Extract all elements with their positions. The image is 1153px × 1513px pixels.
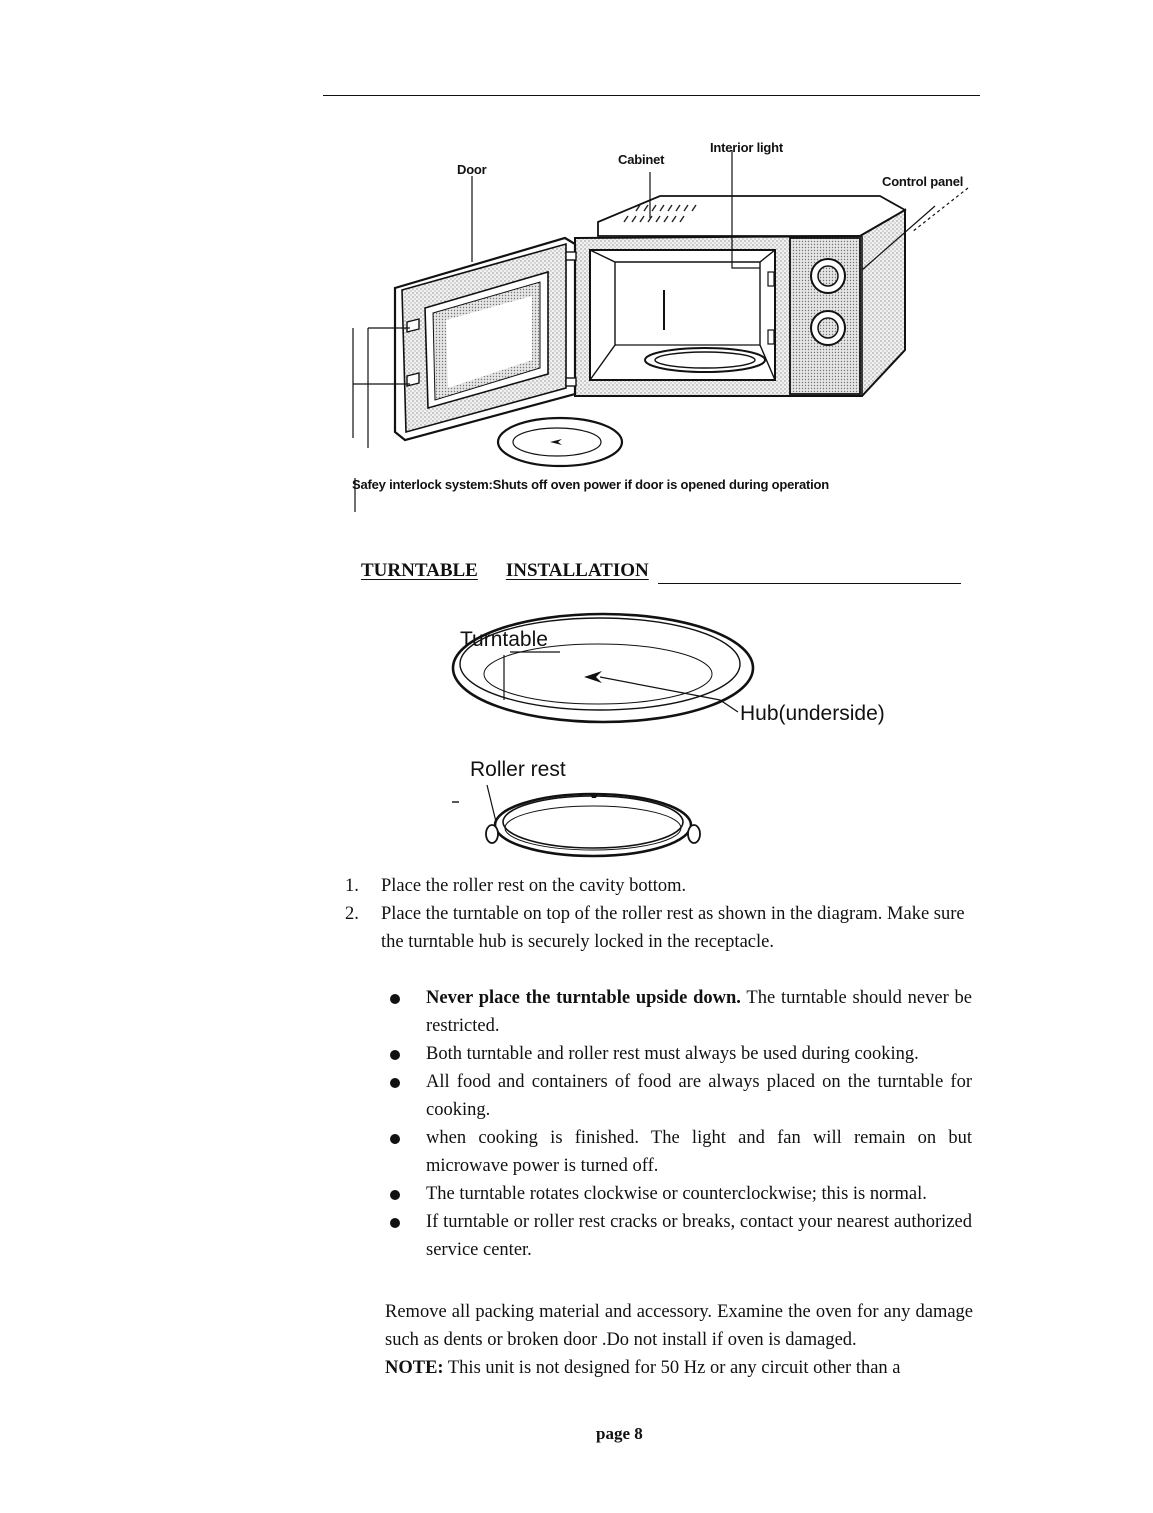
bullet-text: Both turntable and roller rest must always be used during cooking. [426,1044,919,1064]
step-item [345,872,975,900]
unpacking-paragraph [385,1298,973,1382]
safety-interlock-caption: Safey interlock system:Shuts off oven power if door is opened during operation [352,477,830,492]
step-text: Place the roller rest on the cavity bottom. [381,876,687,896]
hub-label: Hub(underside) [740,702,885,725]
bullet-text: All food and containers of food are always placed on the turntable for cooking. [426,1072,972,1120]
bullet-text: The turntable should never be restricted. [426,988,972,1036]
bullet-bold: Never place the turntable upside down. [426,988,741,1008]
bullet-text: when cooking is finished. The light and fan will remain on but microwave power is turned off. [426,1128,972,1176]
bullet-dot-icon [390,1218,400,1228]
step-number: 2. [345,904,359,924]
bullet-item [388,1040,972,1068]
bullet-item [388,984,972,1040]
interior-light-label: Interior light [710,140,784,155]
bullet-dot-icon [390,994,400,1004]
note-label: NOTE: [385,1358,444,1378]
door-label: Door [457,162,487,177]
cabinet-label: Cabinet [618,152,665,167]
bullet-text: The turntable rotates clockwise or counterclockwise; this is normal. [426,1184,927,1204]
bullet-text: If turntable or roller rest cracks or breaks, contact your nearest authorized service center. [426,1212,972,1260]
bullet-item [388,1180,972,1208]
installation-steps [345,872,975,956]
bullet-dot-icon [390,1134,400,1144]
heading-installation: INSTALLATION [505,560,649,581]
step-text: Place the turntable on top of the roller rest as shown in the diagram. Make sure the turntable hub is securely locked in the receptacle. [381,904,965,952]
turntable-notes [388,984,972,1264]
unpacking-text: Remove all packing material and accessory. Examine the oven for any damage such as dents or broken door .Do not install if oven is damaged. [385,1302,973,1350]
bullet-item [388,1124,972,1180]
bullet-dot-icon [390,1078,400,1088]
step-item [345,900,975,956]
heading-turntable: TURNTABLE [361,560,478,581]
bullet-item [388,1208,972,1264]
roller-rest-label: Roller rest [470,758,566,781]
bullet-item [388,1068,972,1124]
bullet-dot-icon [390,1190,400,1200]
turntable-label: Turntable [460,628,548,651]
note-text: This unit is not designed for 50 Hz or any circuit other than a [443,1358,901,1378]
bullet-dot-icon [390,1050,400,1060]
step-number: 1. [345,876,359,896]
control-panel-label: Control panel [882,174,964,189]
page-number: page 8 [596,1424,643,1443]
